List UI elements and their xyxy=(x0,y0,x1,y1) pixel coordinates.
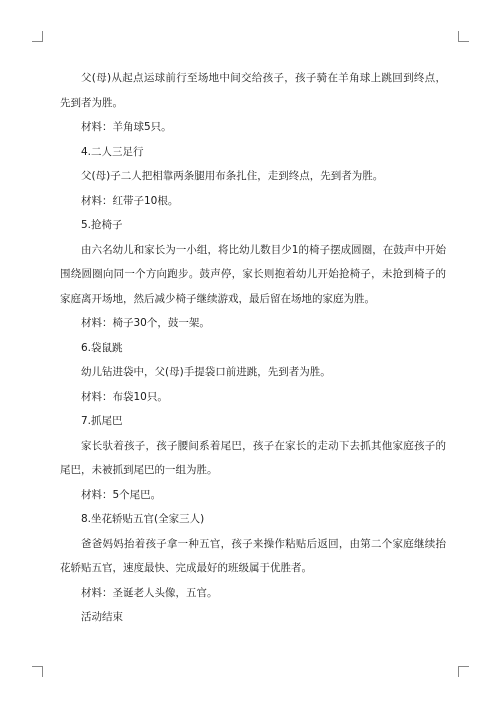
section-heading: 8.坐花轿贴五官(全家三人) xyxy=(81,513,205,525)
paragraph: 家长驮着孩子，孩子腰间系着尾巴，孩子在家长的走动下去抓其他家庭孩子的尾巴，未被抓到尾巴的一组为胜。 xyxy=(60,439,446,476)
paragraph: 材料：圣诞老人头像，五官。 xyxy=(81,586,218,599)
crop-mark-bottom-left xyxy=(32,666,43,677)
document-body xyxy=(60,66,446,630)
section-heading: 7.抓尾巴 xyxy=(81,415,123,427)
section-heading: 4.二人三足行 xyxy=(81,145,144,158)
paragraph: 幼儿钻进袋中，父(母)手提袋口前进跳，先到者为胜。 xyxy=(81,366,331,378)
section-heading: 5.抢椅子 xyxy=(81,219,123,231)
section-heading: 6.袋鼠跳 xyxy=(81,341,123,354)
crop-mark-top-left xyxy=(32,31,43,42)
paragraph: 材料：5个尾巴。 xyxy=(81,488,162,501)
crop-mark-bottom-right xyxy=(458,666,469,677)
paragraph: 材料：红带子10根。 xyxy=(81,194,179,207)
paragraph: 活动结束 xyxy=(81,611,123,623)
paragraph: 爸爸妈妈抬着孩子拿一种五官，孩子来操作粘贴后返回，由第二个家庭继续抬花轿贴五官，速度最快、完成最好的班级属于优胜者。 xyxy=(60,537,446,574)
paragraph: 材料：椅子30个，鼓一架。 xyxy=(81,317,210,329)
paragraph: 父(母)子二人把相靠两条腿用布条扎住，走到终点，先到者为胜。 xyxy=(81,170,384,182)
crop-mark-top-right xyxy=(458,31,469,42)
paragraph: 材料：羊角球5只。 xyxy=(81,121,172,133)
paragraph: 材料：布袋10只。 xyxy=(81,390,168,403)
paragraph: 由六名幼儿和家长为一小组，将比幼儿数目少1的椅子摆成圆圈，在鼓声中开始围绕圆圈向同一个方向跑步。鼓声停，家长则抱着幼儿开始抢椅子，未抢到椅子的家庭离开场地，然后减少椅子继续游戏，最后留在场地的家庭为胜。 xyxy=(60,243,446,305)
paragraph: 父(母)从起点运球前行至场地中间交给孩子，孩子骑在羊角球上跳回到终点，先到者为胜。 xyxy=(60,72,446,109)
